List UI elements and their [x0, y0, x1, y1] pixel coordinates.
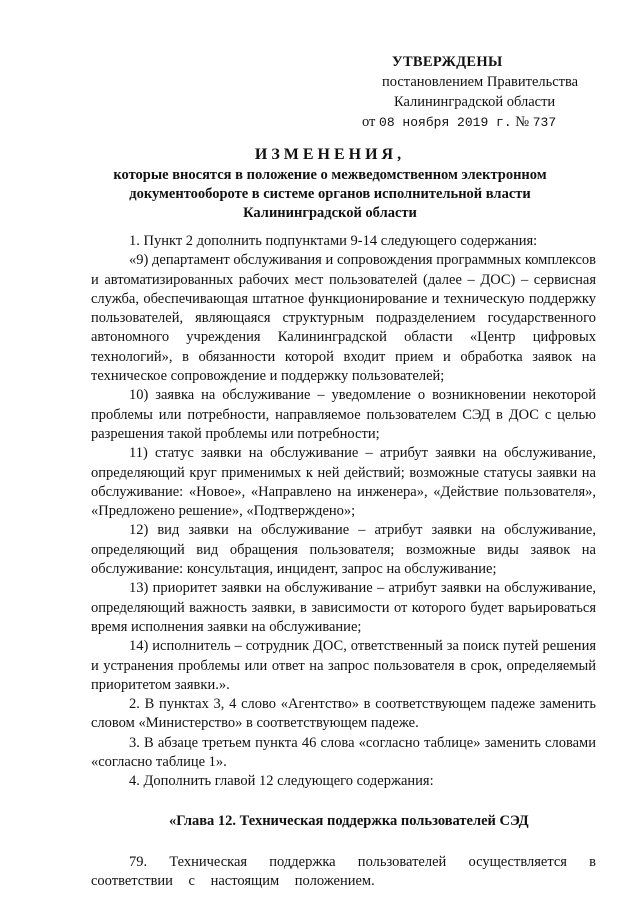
paragraph-subitem-9: «9) департамент обслуживания и сопровождения программных комплексов и автоматизированных рабочих мест пользователей (далее – ДОС) – сервисная служба, обеспечивающая штатное функционирование и техническую поддержку пользователей, являющаяся структурным подразделением государственного автономного учреждения Калининградской области «Центр цифровых технологий», в обязанности которой входит прием и обработка заявок на техническое сопровождение и поддержку пользователей; — [91, 252, 596, 385]
document-title — [80, 144, 580, 223]
approval-stamp — [362, 52, 602, 133]
paragraph-subitem-11: 11) статус заявки на обслуживание – атрибут заявки на обслуживание, определяющий круг применимых к ней действий; возможные статусы заявки на обслуживание: «Новое», «Направлено на инженера», «Действие пользователя», «Предложено решение», «Подтверждено»; — [91, 445, 596, 520]
approval-date: 08 ноября 2019 г. — [379, 115, 512, 130]
approval-line-2: Калининградской области — [394, 94, 556, 110]
approval-number-prefix: № — [515, 114, 530, 130]
paragraph-subitem-13: 13) приоритет заявки на обслуживание – атрибут заявки на обслуживание, определяющий важность заявки, в зависимости от которого будет варьироваться время исполнения заявки на обслуживание; — [91, 580, 596, 635]
document-body — [91, 232, 596, 892]
paragraph-79: 79. Техническая поддержка пользователей осуществляется в соответствии с настоящим положением. — [91, 853, 596, 890]
paragraph-subitem-14: 14) исполнитель – сотрудник ДОС, ответственный за поиск путей решения и устранения проблемы или ответ на запрос пользователя в срок, определяемый приоритетом заявки.». — [91, 638, 596, 693]
chapter-heading: «Глава 12. Техническая поддержка пользователей СЭД — [169, 812, 529, 829]
approval-date-prefix: от — [362, 114, 376, 130]
paragraph-subitem-12: 12) вид заявки на обслуживание – атрибут заявки на обслуживание, определяющий вид обращения пользователя; возможные виды заявок на обслуживание: консультация, инцидент, запрос на обслуживание; — [91, 522, 596, 578]
approval-date-line — [362, 112, 602, 133]
title-subtitle-line: Калининградской области — [243, 205, 417, 221]
title-subtitle-line: документообороте в системе органов исполнительной власти — [129, 186, 531, 202]
title-main: ИЗМЕНЕНИЯ, — [254, 146, 406, 163]
paragraph-4: 4. Дополнить главой 12 следующего содержания: — [129, 773, 434, 790]
paragraph-2: 2. В пунктах 3, 4 слово «Агентство» в соответствующем падеже заменить словом «Министерство» в соответствующем падеже. — [91, 696, 596, 732]
paragraph-subitem-10: 10) заявка на обслуживание – уведомление о возникновении некоторой проблемы или потребности, направляемое пользователем СЭД в ДОС с целью разрешения такой проблемы или потребности; — [91, 387, 596, 442]
approval-line-1: постановлением Правительства — [382, 74, 579, 90]
paragraph-3: 3. В абзаце третьем пункта 46 слова «согласно таблице» заменить словами «согласно таблице 1». — [91, 734, 596, 771]
title-subtitle-line: которые вносятся в положение о межведомственном электронном — [113, 167, 547, 183]
approval-number: 737 — [532, 115, 557, 130]
approval-heading: УТВЕРЖДЕНЫ — [392, 54, 503, 70]
paragraph-1: 1. Пункт 2 дополнить подпунктами 9-14 следующего содержания: — [129, 233, 538, 249]
